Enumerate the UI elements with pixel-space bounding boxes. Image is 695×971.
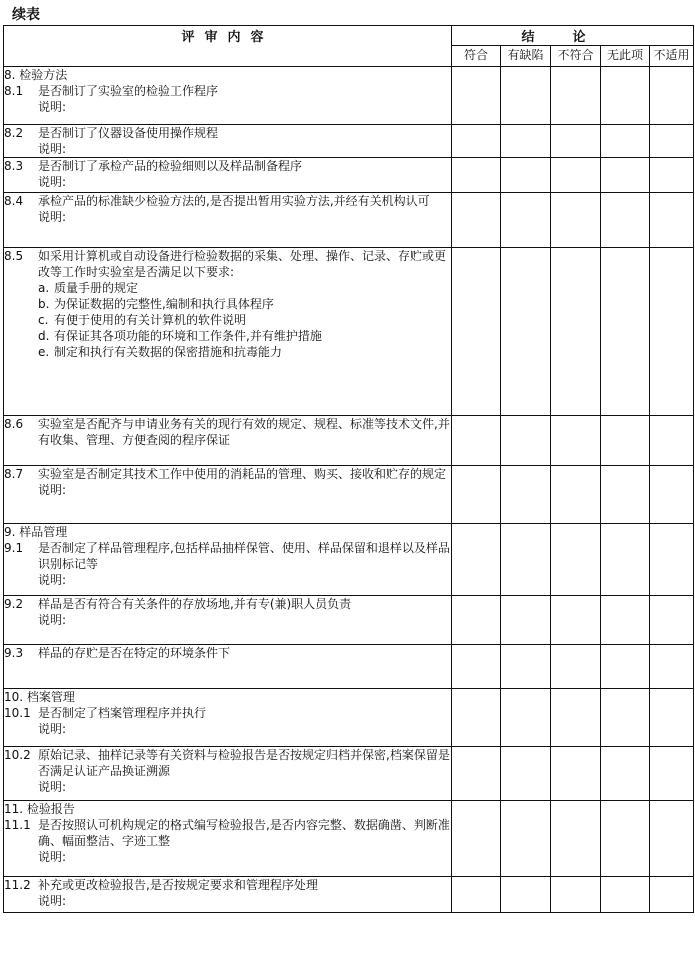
verdict-checkbox-cell[interactable] [551, 877, 601, 913]
review-item-cell [4, 248, 452, 416]
sub-item-text: 有便于使用的有关计算机的软件说明 [54, 313, 247, 327]
verdict-checkbox-cell[interactable] [601, 877, 650, 913]
verdict-checkbox-cell[interactable] [452, 524, 501, 596]
review-item [4, 416, 451, 448]
item-text: 实验室是否制定其技术工作中使用的消耗品的管理、购买、接收和贮存的规定 [38, 467, 447, 481]
note-label: 说明: [38, 210, 67, 224]
item-text: 实验室是否配齐与申请业务有关的现行有效的规定、规程、标准等技术文件,并有收集、管理、方便查阅的程序保证 [38, 417, 450, 447]
verdict-checkbox-cell[interactable] [650, 466, 694, 524]
note-label: 说明: [38, 722, 67, 736]
verdict-checkbox-cell[interactable] [452, 877, 501, 913]
verdict-checkbox-cell[interactable] [501, 689, 551, 747]
item-number: 9.1 [4, 541, 24, 555]
item-text: 原始记录、抽样记录等有关资料与检验报告是否按规定归档并保密,档案保留是否满足认证产品换证溯源 [38, 748, 450, 778]
verdict-checkbox-cell[interactable] [452, 466, 501, 524]
sub-item [38, 296, 451, 312]
item-text: 承检产品的标准缺少检验方法的,是否提出暂用实验方法,并经有关机构认可 [38, 194, 430, 208]
item-number: 8.3 [4, 159, 24, 173]
review-item-cell [4, 416, 452, 466]
item-text: 是否制定了样品管理程序,包括样品抽样保管、使用、样品保留和退样以及样品识别标记等 [38, 541, 450, 571]
note-label: 说明: [38, 613, 67, 627]
note-label: 说明: [38, 175, 67, 189]
verdict-checkbox-cell[interactable] [501, 877, 551, 913]
review-item [4, 705, 451, 721]
item-number: 10.2 [4, 748, 31, 762]
verdict-checkbox-cell[interactable] [551, 193, 601, 248]
verdict-checkbox-cell[interactable] [501, 466, 551, 524]
review-item [4, 645, 451, 661]
review-row [4, 466, 694, 524]
sub-item-label: a. [38, 281, 50, 295]
review-item-cell [4, 158, 452, 193]
section-title: 11. 检验报告 [4, 802, 75, 816]
sub-item-label: c. [38, 313, 49, 327]
item-number: 8.1 [4, 84, 24, 98]
verdict-checkbox-cell[interactable] [551, 524, 601, 596]
sub-item-text: 有保证其各项功能的环境和工作条件,并有维护措施 [54, 329, 322, 343]
review-item-cell [4, 125, 452, 158]
page-label: 续表 [12, 7, 40, 23]
review-item-cell [4, 596, 452, 645]
item-number: 11.2 [4, 878, 31, 892]
verdict-checkbox-cell[interactable] [650, 645, 694, 689]
review-item [4, 877, 451, 893]
verdict-checkbox-cell[interactable] [551, 125, 601, 158]
option-header-conform: 符合 [452, 46, 501, 67]
review-item-cell [4, 645, 452, 689]
note-label: 说明: [38, 483, 67, 497]
review-item [4, 747, 451, 779]
review-row [4, 801, 694, 877]
sub-item-label: b. [38, 297, 50, 311]
section-title: 8. 检验方法 [4, 68, 68, 82]
review-item [4, 125, 451, 141]
review-row [4, 596, 694, 645]
verdict-checkbox-cell[interactable] [601, 248, 650, 416]
review-row [4, 645, 694, 689]
verdict-checkbox-cell[interactable] [501, 125, 551, 158]
item-number: 8.7 [4, 467, 24, 481]
verdict-column-header: 结论 [452, 26, 694, 46]
verdict-checkbox-cell[interactable] [551, 158, 601, 193]
option-header-nonconform: 不符合 [551, 46, 601, 67]
verdict-checkbox-cell[interactable] [601, 125, 650, 158]
verdict-checkbox-cell[interactable] [650, 801, 694, 877]
sub-item [38, 280, 451, 296]
review-item-cell [4, 747, 452, 801]
sub-item-text: 质量手册的规定 [54, 281, 139, 295]
verdict-checkbox-cell[interactable] [650, 747, 694, 801]
item-number: 8.2 [4, 126, 24, 140]
item-number: 8.4 [4, 194, 24, 208]
review-item-cell [4, 877, 452, 913]
sub-item-label: d. [38, 329, 50, 343]
review-item [4, 817, 451, 849]
verdict-checkbox-cell[interactable] [501, 596, 551, 645]
sub-item-list [4, 280, 451, 360]
review-item [4, 596, 451, 612]
note-label: 说明: [38, 894, 67, 908]
review-item [4, 83, 451, 99]
verdict-checkbox-cell[interactable] [551, 67, 601, 125]
verdict-checkbox-cell[interactable] [501, 248, 551, 416]
review-row [4, 416, 694, 466]
sub-item [38, 328, 451, 344]
verdict-checkbox-cell[interactable] [601, 466, 650, 524]
verdict-checkbox-cell[interactable] [452, 158, 501, 193]
sub-item-label: e. [38, 345, 50, 359]
verdict-checkbox-cell[interactable] [601, 689, 650, 747]
verdict-checkbox-cell[interactable] [452, 248, 501, 416]
review-item [4, 193, 451, 209]
review-item-cell [4, 689, 452, 747]
review-table [3, 25, 694, 913]
verdict-checkbox-cell[interactable] [650, 158, 694, 193]
section-title: 9. 样品管理 [4, 525, 68, 539]
item-text: 补充或更改检验报告,是否按规定要求和管理程序处理 [38, 878, 318, 892]
verdict-checkbox-cell[interactable] [551, 248, 601, 416]
note-label: 说明: [38, 850, 67, 864]
verdict-checkbox-cell[interactable] [601, 645, 650, 689]
review-item [4, 466, 451, 482]
verdict-checkbox-cell[interactable] [551, 689, 601, 747]
verdict-checkbox-cell[interactable] [501, 645, 551, 689]
verdict-checkbox-cell[interactable] [601, 416, 650, 466]
verdict-checkbox-cell[interactable] [452, 801, 501, 877]
item-number: 11.1 [4, 818, 31, 832]
item-number: 8.5 [4, 249, 24, 263]
note-label: 说明: [38, 100, 67, 114]
note-label: 说明: [38, 142, 67, 156]
review-item [4, 248, 451, 280]
verdict-checkbox-cell[interactable] [501, 801, 551, 877]
item-text: 如采用计算机或自动设备进行检验数据的采集、处理、操作、记录、存贮或更改等工作时实验室是否满足以下要求: [38, 249, 447, 279]
item-text: 是否制订了承检产品的检验细则以及样品制备程序 [38, 159, 303, 173]
verdict-checkbox-cell[interactable] [551, 466, 601, 524]
review-row [4, 67, 694, 125]
review-item-cell [4, 801, 452, 877]
option-header-none: 无此项 [601, 46, 650, 67]
review-row [4, 248, 694, 416]
verdict-checkbox-cell[interactable] [501, 747, 551, 801]
verdict-checkbox-cell[interactable] [551, 416, 601, 466]
review-row [4, 877, 694, 913]
verdict-checkbox-cell[interactable] [650, 125, 694, 158]
verdict-checkbox-cell[interactable] [452, 645, 501, 689]
verdict-checkbox-cell[interactable] [650, 248, 694, 416]
verdict-checkbox-cell[interactable] [601, 158, 650, 193]
note-label: 说明: [38, 780, 67, 794]
verdict-checkbox-cell[interactable] [452, 193, 501, 248]
verdict-checkbox-cell[interactable] [650, 193, 694, 248]
verdict-checkbox-cell[interactable] [650, 416, 694, 466]
verdict-checkbox-cell[interactable] [601, 801, 650, 877]
review-item-cell [4, 466, 452, 524]
sub-item [38, 344, 451, 360]
section-title: 10. 档案管理 [4, 690, 75, 704]
review-item-cell [4, 193, 452, 248]
verdict-checkbox-cell[interactable] [650, 877, 694, 913]
verdict-checkbox-cell[interactable] [601, 524, 650, 596]
item-number: 9.2 [4, 597, 24, 611]
verdict-checkbox-cell[interactable] [501, 193, 551, 248]
verdict-checkbox-cell[interactable] [601, 193, 650, 248]
verdict-checkbox-cell[interactable] [650, 689, 694, 747]
sub-item [38, 312, 451, 328]
review-row [4, 193, 694, 248]
verdict-checkbox-cell[interactable] [452, 416, 501, 466]
item-text: 样品的存贮是否在特定的环境条件下 [38, 646, 231, 660]
item-text: 是否按照认可机构规定的格式编写检验报告,是否内容完整、数据确凿、判断准确、幅面整洁、字迹工整 [38, 818, 450, 848]
review-item-cell [4, 67, 452, 125]
review-row [4, 125, 694, 158]
item-number: 9.3 [4, 646, 24, 660]
verdict-checkbox-cell[interactable] [551, 645, 601, 689]
verdict-checkbox-cell[interactable] [551, 596, 601, 645]
note-label: 说明: [38, 573, 67, 587]
verdict-checkbox-cell[interactable] [501, 524, 551, 596]
verdict-checkbox-cell[interactable] [452, 689, 501, 747]
verdict-checkbox-cell[interactable] [501, 67, 551, 125]
review-item [4, 158, 451, 174]
content-column-header: 评审内容 [4, 26, 452, 67]
item-text: 样品是否有符合有关条件的存放场地,并有专(兼)职人员负责 [38, 597, 352, 611]
item-text: 是否制定了档案管理程序并执行 [38, 706, 207, 720]
verdict-checkbox-cell[interactable] [452, 125, 501, 158]
review-row [4, 747, 694, 801]
review-row [4, 158, 694, 193]
verdict-checkbox-cell[interactable] [551, 747, 601, 801]
review-row [4, 689, 694, 747]
verdict-checkbox-cell[interactable] [452, 67, 501, 125]
verdict-checkbox-cell[interactable] [650, 67, 694, 125]
verdict-checkbox-cell[interactable] [650, 596, 694, 645]
review-item-cell [4, 524, 452, 596]
verdict-checkbox-cell[interactable] [501, 416, 551, 466]
sub-item-text: 为保证数据的完整性,编制和执行具体程序 [54, 297, 274, 311]
verdict-checkbox-cell[interactable] [601, 747, 650, 801]
item-number: 10.1 [4, 706, 31, 720]
verdict-checkbox-cell[interactable] [601, 67, 650, 125]
verdict-checkbox-cell[interactable] [452, 747, 501, 801]
item-number: 8.6 [4, 417, 24, 431]
option-header-defect: 有缺陷 [501, 46, 551, 67]
verdict-checkbox-cell[interactable] [601, 596, 650, 645]
verdict-checkbox-cell[interactable] [501, 158, 551, 193]
verdict-checkbox-cell[interactable] [650, 524, 694, 596]
item-text: 是否制订了实验室的检验工作程序 [38, 84, 219, 98]
item-text: 是否制订了仪器设备使用操作规程 [38, 126, 219, 140]
review-row [4, 524, 694, 596]
review-item [4, 540, 451, 572]
option-header-na: 不适用 [650, 46, 694, 67]
sub-item-text: 制定和执行有关数据的保密措施和抗毒能力 [54, 345, 283, 359]
verdict-checkbox-cell[interactable] [551, 801, 601, 877]
verdict-checkbox-cell[interactable] [452, 596, 501, 645]
